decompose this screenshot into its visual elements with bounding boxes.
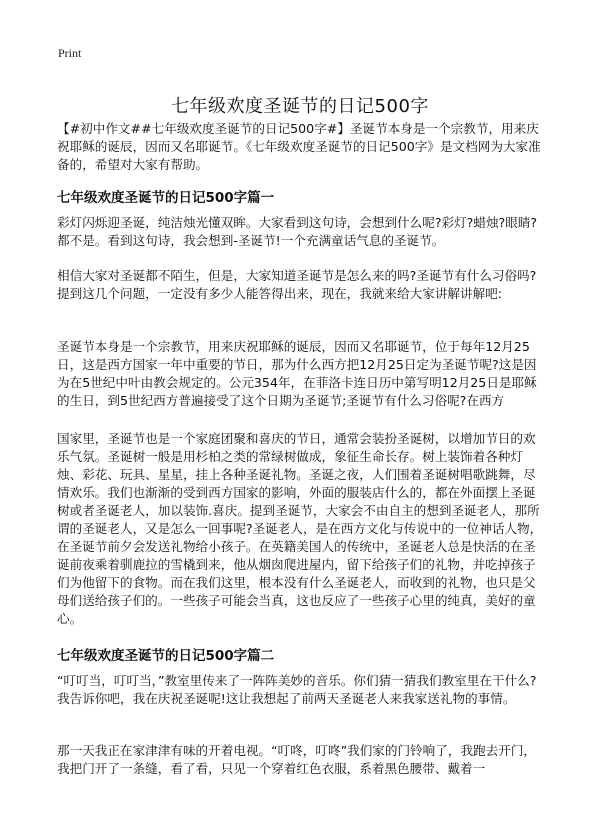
section2-paragraph-2: 那一天我正在家津津有味的开着电视。“叮咚，叮咚”我们家的门铃响了，我跑去开门，我把门开了一条缝，看了看，只见一个穿着红色衣服，系着黑色腰带、戴着一	[57, 743, 537, 776]
section1-paragraph-1: 彩灯闪烁迎圣诞，纯洁烛光懂双眸。大家看到这句诗，会想到什么呢?彩灯?蜡烛?眼睛?都不是。看到这句诗，我会想到-圣诞节!一个充满童话气息的圣诞节。	[57, 215, 538, 248]
section-heading-1: 七年级欢度圣诞节的日记500字篇一	[57, 190, 275, 206]
section1-paragraph-4: 国家里，圣诞节也是一个家庭团聚和喜庆的节日，通常会装扮圣诞树，以增加节日的欢乐气氛。圣诞树一般是用杉柏之类的常绿树做成，象征生命长存。树上装饰着各种灯烛、彩花、玩具、星星，挂上各种圣诞礼物。圣诞之夜，人们围着圣诞树唱歌跳舞，尽情欢乐。我们也渐渐的受到西方国家的影响，外面的服装店什么的，都在外面摆上圣诞树或者圣诞老人，加以装饰.喜庆。提到圣诞节，大家会不由自主的想到圣诞老人，那所谓的圣诞老人，又是怎么一回事呢?圣诞老人，是在西方文化与传说中的一位神话人物，在圣诞节前夕会发送礼物给小孩子。在英籍美国人的传统中，圣诞老人总是快活的在圣诞前夜乘着驯鹿拉的雪橇到来，他从烟囱爬进屋内，留下给孩子们的礼物，并吃掉孩子们为他留下的食物。而在我们这里，根本没有什么圣诞老人，而收到的礼物，也只是父母们送给孩子们的。一些孩子可能会当真，这也反应了一些孩子心里的纯真，美好的童心。	[57, 431, 543, 626]
section2-paragraph-1: “叮叮当，叮叮当，”教室里传来了一阵阵美妙的音乐。你们猜一猜我们教室里在干什么?我告诉你吧，我在庆祝圣诞呢!这让我想起了前两天圣诞老人来我家送礼物的事情。	[57, 673, 537, 706]
document-title: 七年级欢度圣诞节的日记500字	[171, 96, 429, 118]
section1-paragraph-2: 相信大家对圣诞都不陌生，但是，大家知道圣诞节是怎么来的吗?圣诞节有什么习俗吗?提到这几个问题，一定没有多少人能答得出来，现在，我就来给大家讲解讲解吧:	[57, 268, 537, 301]
section1-paragraph-3: 圣诞节本身是一个宗教节，用来庆祝耶稣的诞辰，因而又名耶诞节，位于每年12月25日，这是西方国家一年中重要的节日，那为什么西方把12月25日定为圣诞节呢?这是因为在5世纪中叶由教会规定的。公元354年，在菲洛卡连日历中第写明12月25日是耶稣的生日，到5世纪西方普遍接受了这个日期为圣诞节;圣诞节有什么习俗呢?在西方	[57, 339, 537, 408]
print-link[interactable]: Print	[58, 46, 82, 60]
intro-paragraph: 【#初中作文##七年级欢度圣诞节的日记500字#】圣诞节本身是一个宗教节，用来庆祝耶稣的诞辰，因而又名耶诞节。《七年级欢度圣诞节的日记500字》是文档网为大家准备的，希望对大家有帮助。	[57, 121, 541, 172]
section-heading-2: 七年级欢度圣诞节的日记500字篇二	[57, 648, 275, 664]
